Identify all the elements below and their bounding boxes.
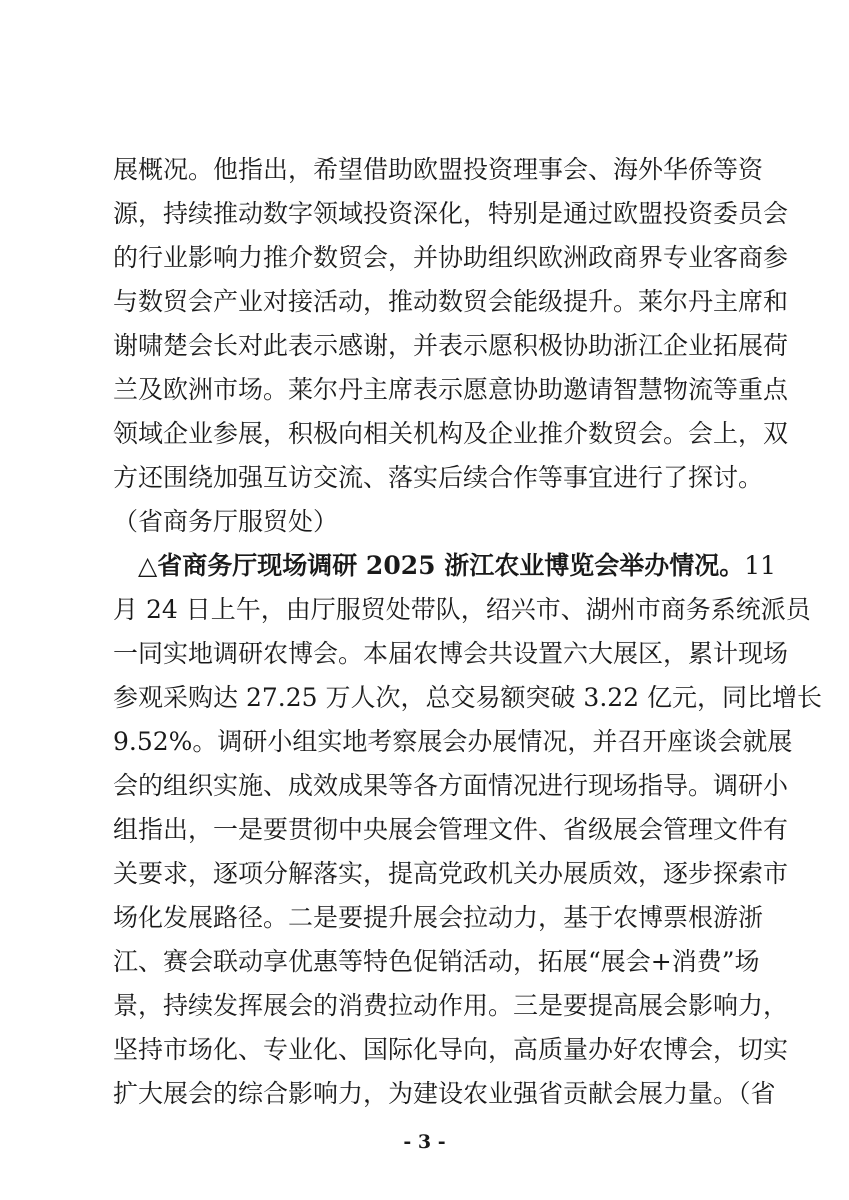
paragraph-line: 一同实地调研农博会。本届农博会共设置六大展区，累计现场 xyxy=(113,639,789,668)
paragraph-line: 的行业影响力推介数贸会，并协助组织欧洲政商界专业客商参 xyxy=(113,243,789,272)
paragraph-line: 9.52%。调研小组实地考察展会办展情况，并召开座谈会就展 xyxy=(113,727,793,756)
section-heading-line xyxy=(138,544,777,588)
paragraph-line: 与数贸会产业对接活动，推动数贸会能级提升。莱尔丹主席和 xyxy=(113,287,789,316)
page-number: - 3 - xyxy=(403,1131,446,1153)
paragraph-line: 月 24 日上午，由厅服贸处带队，绍兴市、湖州市商务系统派员 xyxy=(113,595,811,624)
paragraph-line: 场化发展路径。二是要提升展会拉动力，基于农博票根游浙 xyxy=(113,903,764,932)
paragraph-line: 景，持续发挥展会的消费拉动作用。三是要提高展会影响力， xyxy=(113,991,789,1020)
paragraph-line: 兰及欧洲市场。莱尔丹主席表示愿意协助邀请智慧物流等重点 xyxy=(113,375,789,404)
heading-line-rest: 11 xyxy=(744,551,777,580)
paragraph-line: 扩大展会的综合影响力，为建设农业强省贡献会展力量。（省 xyxy=(113,1079,776,1108)
paragraph-line: 领域企业参展，积极向相关机构及企业推介数贸会。会上，双 xyxy=(113,419,789,448)
paragraph-line: 关要求，逐项分解落实，提高党政机关办展质效，逐步探索市 xyxy=(113,859,789,888)
paragraph-line: 谢啸楚会长对此表示感谢，并表示愿积极协助浙江企业拓展荷 xyxy=(113,331,789,360)
section-heading: △省商务厅现场调研 2025 浙江农业博览会举办情况。 xyxy=(138,551,745,580)
source-note: （省商务厅服贸处） xyxy=(113,507,339,536)
paragraph-line: 参观采购达 27.25 万人次，总交易额突破 3.22 亿元，同比增长 xyxy=(113,683,823,712)
paragraph-line: 展概况。他指出，希望借助欧盟投资理事会、海外华侨等资 xyxy=(113,155,764,184)
paragraph-line: 方还围绕加强互访交流、落实后续合作等事宜进行了探讨。 xyxy=(113,463,764,492)
paragraph-line: 坚持市场化、专业化、国际化导向，高质量办好农博会，切实 xyxy=(113,1035,789,1064)
paragraph-line: 会的组织实施、成效成果等各方面情况进行现场指导。调研小 xyxy=(113,771,789,800)
paragraph-line: 源，持续推动数字领域投资深化，特别是通过欧盟投资委员会 xyxy=(113,199,789,228)
paragraph-line: 组指出，一是要贯彻中央展会管理文件、省级展会管理文件有 xyxy=(113,815,789,844)
paragraph-line: 江、赛会联动享优惠等特色促销活动，拓展“展会+消费”场 xyxy=(113,947,760,976)
